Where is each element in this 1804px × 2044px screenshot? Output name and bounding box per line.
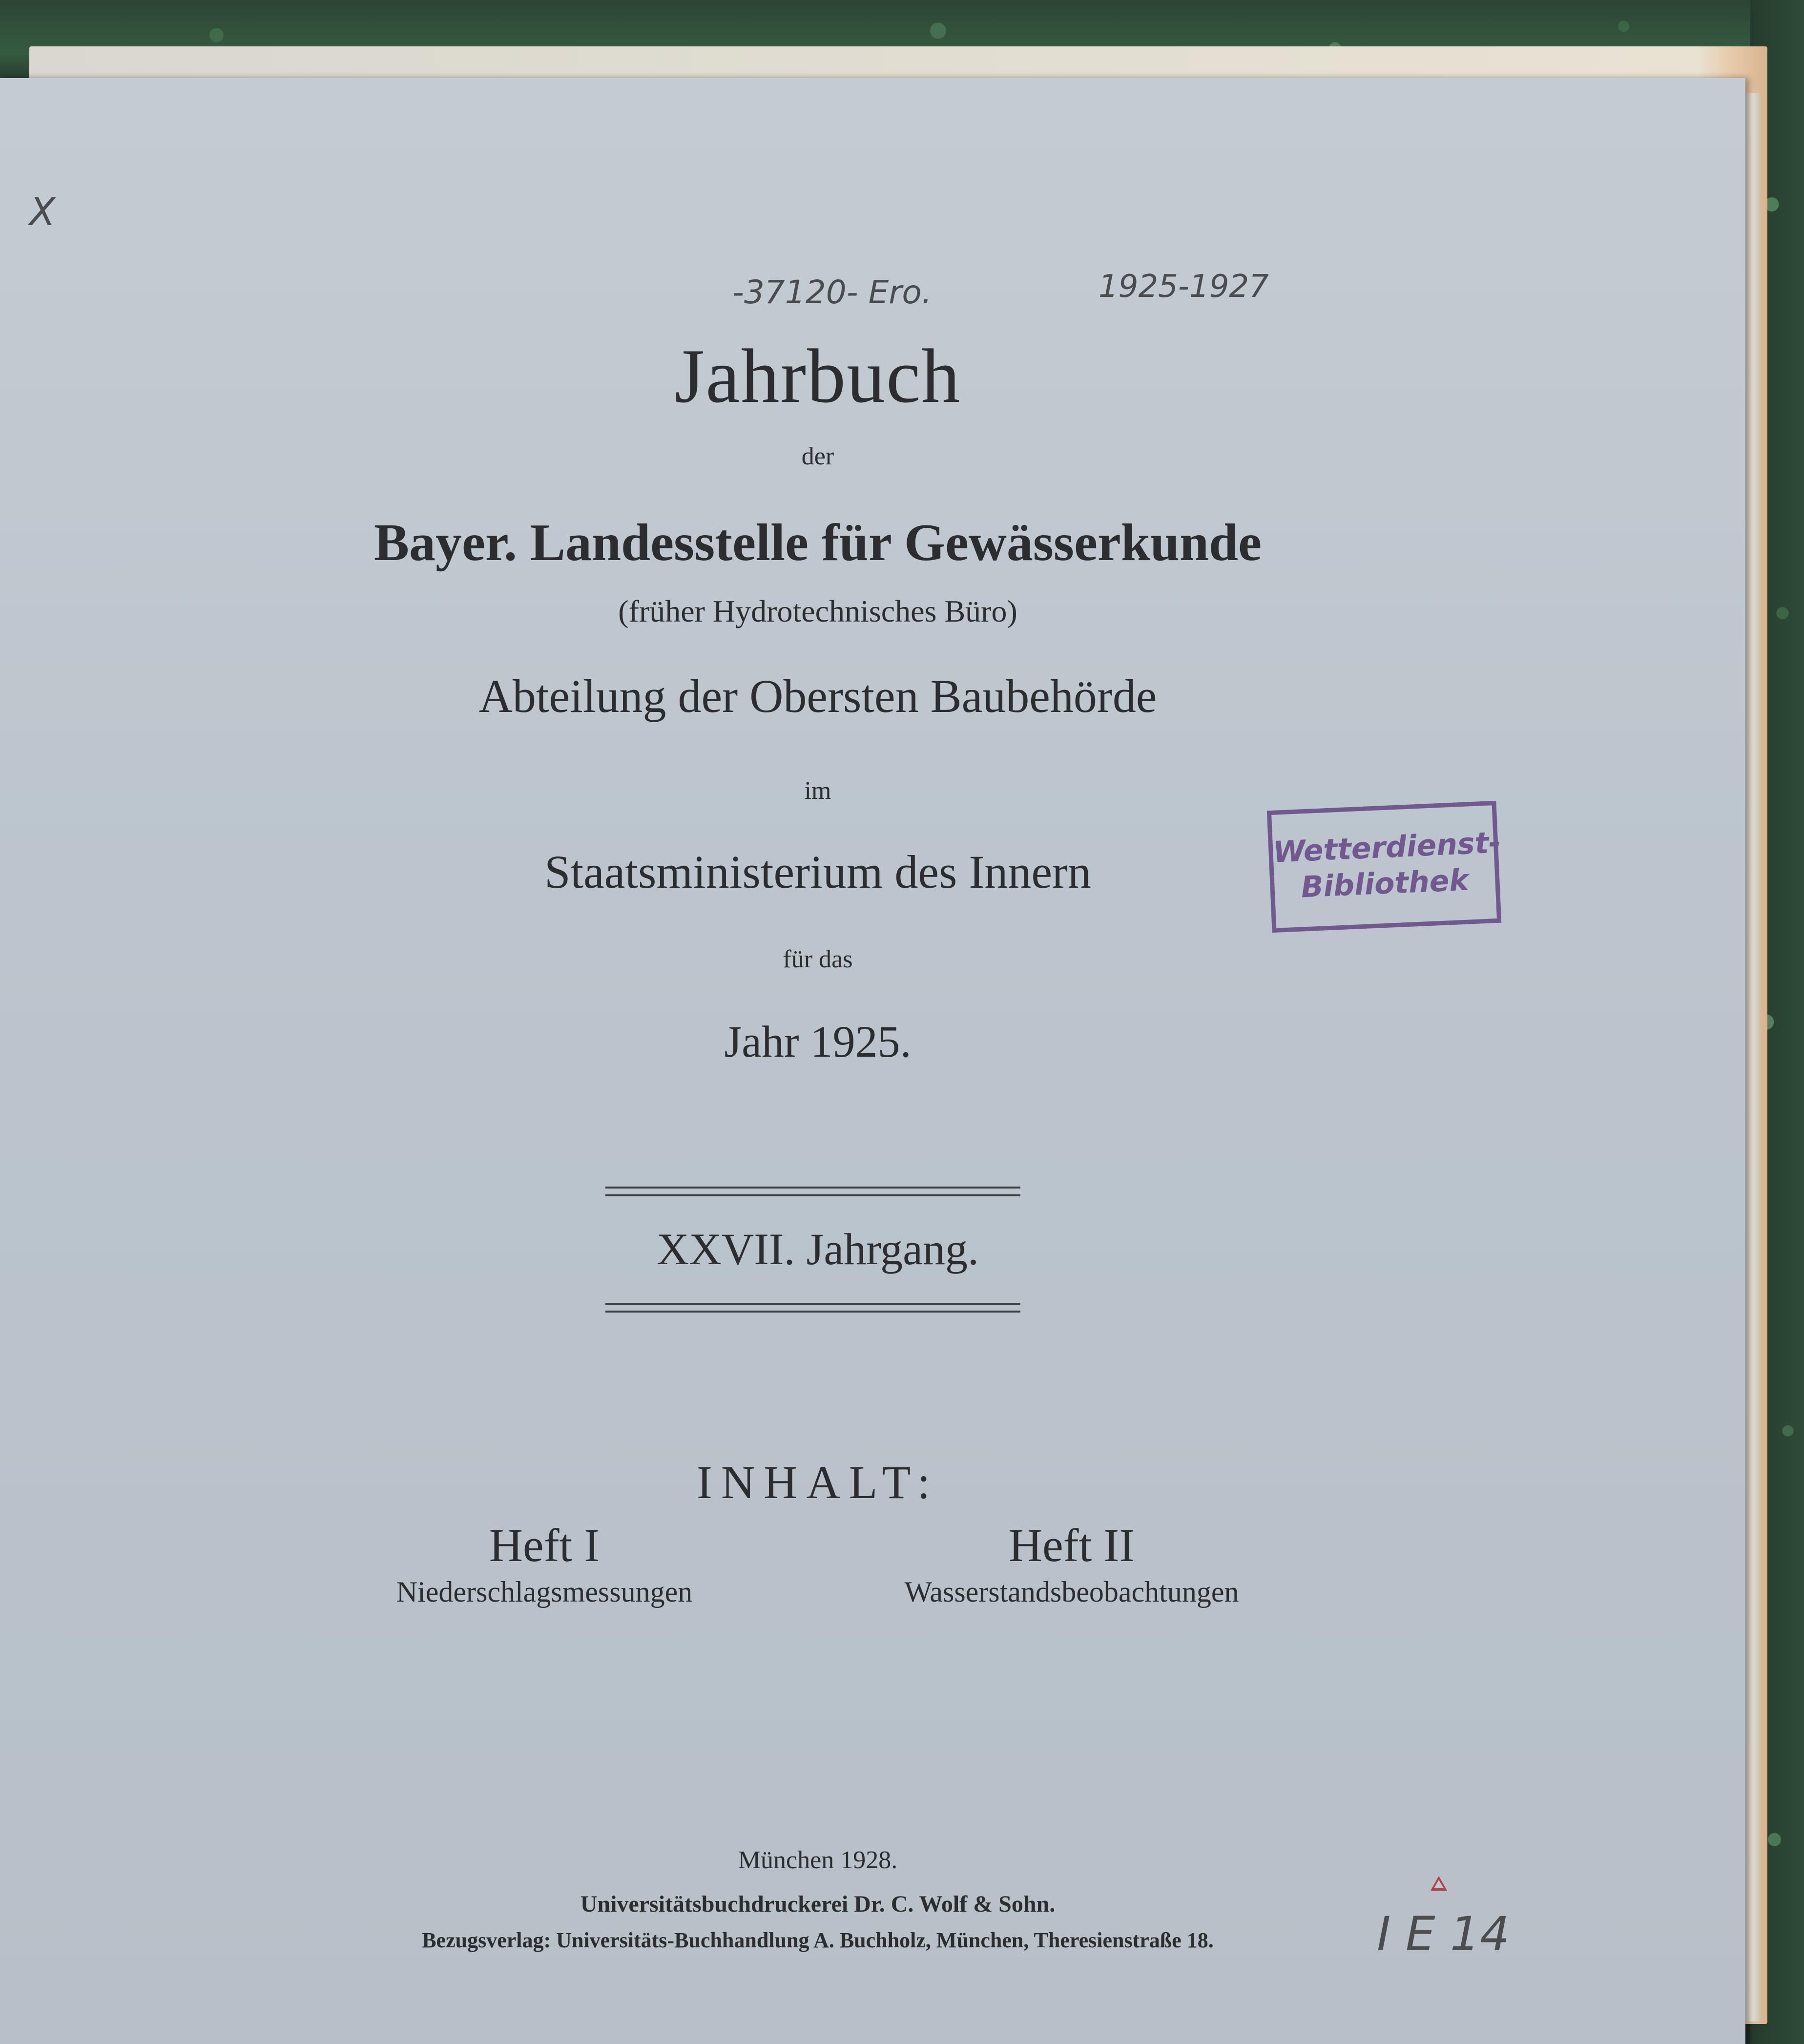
contents-heading: INHALT: <box>696 1456 939 1508</box>
part-2-subject: Wasserstandsbeobachtungen <box>904 1576 1239 1608</box>
part-1-label: Heft I <box>489 1519 600 1571</box>
double-rule-bottom <box>605 1303 1020 1313</box>
library-stamp <box>1267 801 1501 933</box>
part-2-label: Heft II <box>1008 1519 1135 1571</box>
red-triangle-mark <box>1431 1876 1447 1891</box>
imprint-publisher: Bezugsverlag: Universitäts-Buchhandlung A. Buchholz, München, Theresienstraße 18. <box>422 1928 1214 1952</box>
title-page <box>0 78 1745 2044</box>
title-ministry: Staatsministerium des Innern <box>544 846 1091 898</box>
page-edge <box>1745 93 1760 2022</box>
part-1-subject: Niederschlagsmessungen <box>396 1576 693 1608</box>
handwritten-catalog-number: -37120- Ero. <box>732 273 932 311</box>
handwritten-years: 1925-1927 <box>1099 269 1269 305</box>
volume-number: XXVII. Jahrgang. <box>656 1224 979 1274</box>
title-der: der <box>801 442 834 470</box>
title-department: Abteilung der Obersten Baubehörde <box>478 670 1157 722</box>
title-fuer-das: für das <box>783 945 853 973</box>
stamp-line-1: Wetterdienst- <box>1272 825 1502 870</box>
title-former-name: (früher Hydrotechnisches Büro) <box>618 594 1017 628</box>
double-rule-top <box>605 1187 1020 1196</box>
imprint-place-date: München 1928. <box>738 1846 898 1874</box>
imprint-printer: Universitätsbuchdruckerei Dr. C. Wolf & Sohn. <box>580 1891 1056 1917</box>
handwritten-mark-x: X <box>29 190 56 234</box>
stamp-line-2: Bibliothek <box>1300 863 1470 905</box>
title-year: Jahr 1925. <box>724 1017 912 1066</box>
title-im: im <box>804 777 831 805</box>
contents-part-2 <box>859 1519 1284 1611</box>
handwritten-shelf-mark: I E 14 <box>1377 1907 1510 1961</box>
title-institution: Bayer. Landesstelle für Gewässerkunde <box>373 514 1262 572</box>
contents-part-1 <box>332 1519 757 1611</box>
title-jahrbuch: Jahrbuch <box>674 334 961 419</box>
